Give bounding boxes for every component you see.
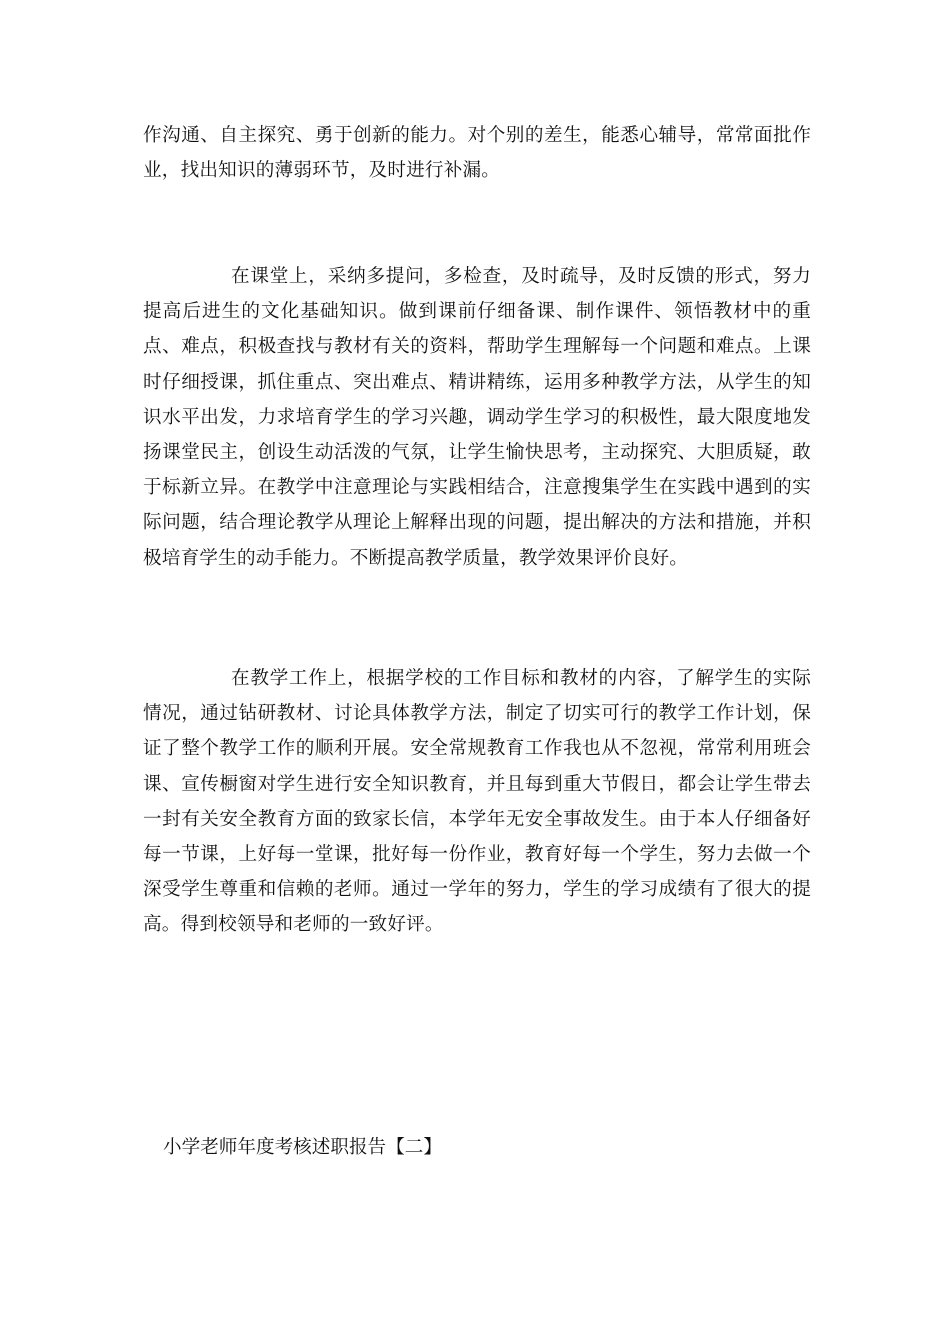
paragraph-continuation: 作沟通、自主探究、勇于创新的能力。对个别的差生，能悉心辅导，常常面批作业，找出知识的薄弱环节，及时进行补漏。 [143, 125, 811, 182]
paragraph-classroom-teaching: 在课堂上，采纳多提问，多检查，及时疏导，及时反馈的形式，努力提高后进生的文化基础知识。做到课前仔细备课、制作课件、领悟教材中的重点、难点，积极查找与教材有关的资料，帮助学生理解每一个问题和难点。上课时仔细授课，抓住重点、突出难点、精讲精练，运用多种教学方法，从学生的知识水平出发，力求培育学生的学习兴趣，调动学生学习的积极性，最大限度地发扬课堂民主，创设生动活泼的气氛，让学生愉快思考，主动探究、大胆质疑，敢于标新立异。在教学中注意理论与实践相结合，注意搜集学生在实践中遇到的实际问题，结合理论教学从理论上解释出现的问题，提出解决的方法和措施，并积极培育学生的动手能力。不断提高教学质量，教学效果评价良好。 [143, 266, 811, 569]
paragraph-teaching-work: 在教学工作上，根据学校的工作目标和教材的内容，了解学生的实际情况，通过钻研教材、讨论具体教学方法，制定了切实可行的教学工作计划，保证了整个教学工作的顺利开展。安全常规教育工作我也从不忽视，常常利用班会课、宣传橱窗对学生进行安全知识教育，并且每到重大节假日，都会让学生带去一封有关安全教育方面的致家长信，本学年无安全事故发生。由于本人仔细备好每一节课，上好每一堂课，批好每一份作业，教育好每一个学生，努力去做一个深受学生尊重和信赖的老师。通过一学年的努力，学生的学习成绩有了很大的提高。得到校领导和老师的一致好评。 [143, 668, 811, 936]
section-heading: 小学老师年度考核述职报告【二】 [163, 1137, 442, 1158]
